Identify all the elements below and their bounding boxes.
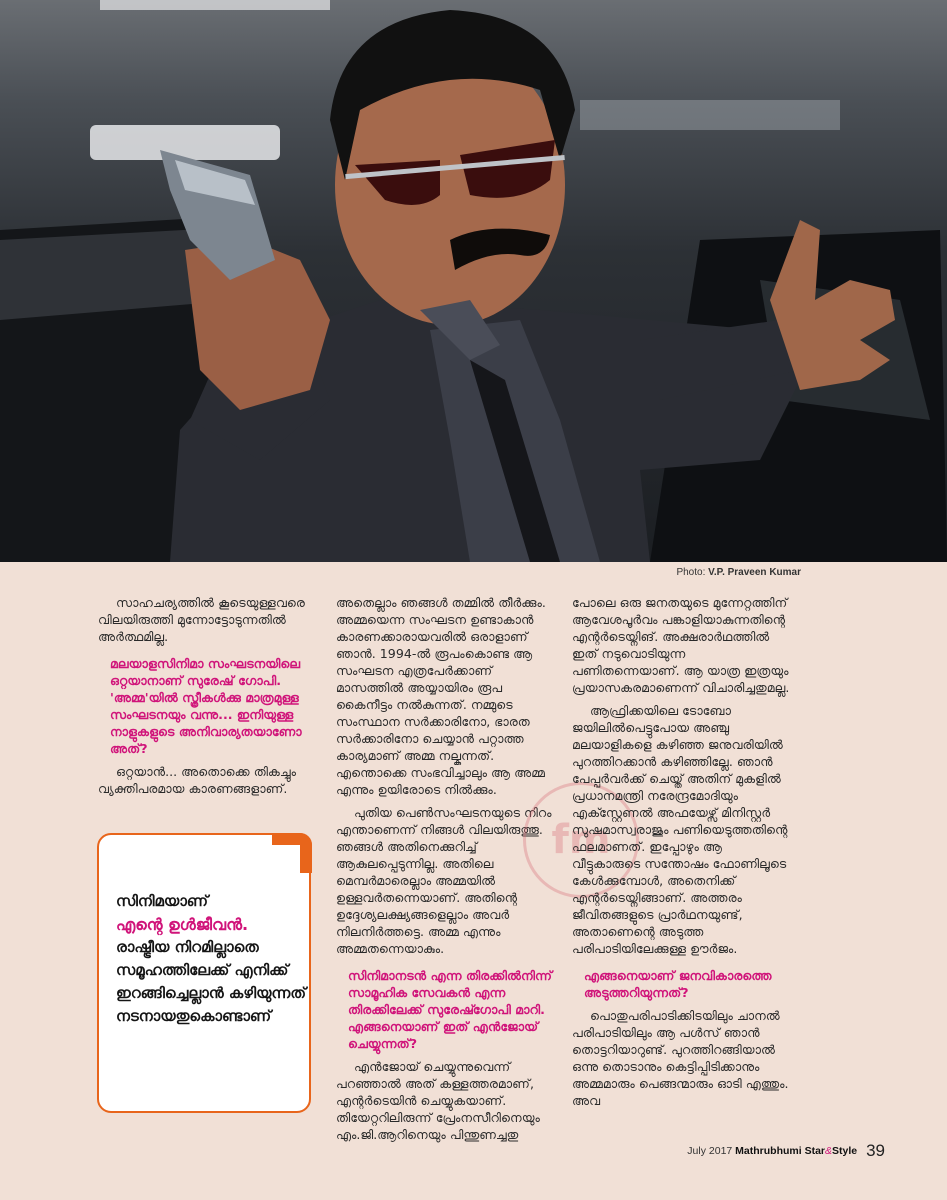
paragraph: പോലെ ഒരു ജനതയുടെ മുന്നേറ്റത്തിന് ആവേശപൂർവം പങ്കാളിയാകുന്നതിന്റെ എന്റർടെയ്നിങ്. അക്ഷരാർഥത്തിൽ ഇത് നടുവൊടിയുന്ന പണിതന്നെയാണ്. ആ യാത്ര ഇത്രയും പ്രയാസകരമാണെന്ന് വിചാരിച്ചതുമല്ല.	[572, 595, 790, 695]
question: സിനിമാനടൻ എന്ന തിരക്കിൽനിന്ന് സാമൂഹിക സേവകൻ എന്ന തിരക്കിലേക്ക് സുരേഷ്ഗോപി മാറി. എങ്ങനെയാണ് ഇത് എൻജോയ് ചെയ്യുന്നത്?	[348, 968, 552, 1051]
ampersand: &	[825, 1145, 833, 1157]
question: മലയാളസിനിമാ സംഘടനയിലെ ഒറ്റയാനാണ് സുരേഷ് ഗോപി. 'അമ്മ'യിൽ സ്ത്രീകൾക്കു മാത്രമുള്ള സംഘടനയും വന്നു... ഇനിയുള്ള നാളുകളുടെ അനിവാര്യതയാണോ അത്?	[110, 656, 302, 756]
quote-line: രാഷ്ട്രീയ നിറമില്ലാതെ സമൂഹത്തിലേക്ക് എനിക്ക് ഇറങ്ങിച്ചെല്ലാൻ കഴിയുന്നത് നടനായതുകൊണ്ടാണ്	[116, 938, 306, 1025]
column-3	[572, 594, 794, 1115]
paragraph: എൻജോയ് ചെയ്യുന്നുവെന്ന് പറഞ്ഞാൽ അത് കള്ളത്തരമാണ്, എന്റർടെയിൻ ചെയ്യുകയാണ്. തിയേറ്ററിലിരുന്ന് പ്രേംനസീറിനെയും എം.ജി.ആറിനെയും പിന്തുണച്ചതു	[336, 1059, 540, 1142]
magazine-section-style: Style	[832, 1145, 858, 1157]
actor-illustration	[0, 0, 947, 562]
hero-photo	[0, 0, 947, 562]
fm-watermark-logo: fm	[523, 782, 639, 898]
photo-credit: Photo: V.P. Praveen Kumar	[676, 567, 801, 578]
page-footer	[687, 1141, 885, 1161]
page-number: 39	[866, 1141, 885, 1160]
pull-quote	[116, 890, 306, 1028]
paragraph: പുതിയ പെൺസംഘടനയുടെ നിറം എന്താണെന്ന് നിങ്ങൾ വിലയിരുത്തൂ. ഞങ്ങൾ അതിനെക്കുറിച്ച് ആകുലപ്പെടുന്നില്ല. അതിലെ മെമ്പർമാരെല്ലാം അമ്മയിൽ ഉള്ളവർതന്നെയാണ്. അതിന്റെ ഉദ്ദേശ്യലക്ഷ്യങ്ങളെല്ലാം അവർ നിലനിർത്തട്ടെ. അമ്മ എന്നും അമ്മതന്നെയാകും.	[336, 805, 552, 956]
paragraph: സാഹചര്യത്തിൽ കൂടെയുള്ളവരെ വിലയിരുത്തി മുന്നോട്ടോടുന്നതിൽ അർത്ഥമില്ല.	[98, 595, 305, 644]
paragraph: പൊതുപരിപാടിക്കിടയിലും ചാനൽ പരിപാടിയിലും ആ പൾസ് ഞാൻ തൊട്ടറിയാറുണ്ട്. പുറത്തിറങ്ങിയാൽ ഒന്നു തൊടാനും കെട്ടിപ്പിടിക്കാനും അമ്മമാരും പെങ്ങന്മാരും ഓടി എത്തും. അവ	[572, 1008, 789, 1108]
column-2	[336, 594, 562, 1149]
issue-date: July 2017	[687, 1145, 733, 1157]
quote-line: സിനിമയാണ്	[116, 892, 209, 910]
question: എങ്ങനെയാണ് ജനവികാരത്തെ അടുത്തറിയുന്നത്?	[584, 968, 772, 1000]
column-1	[98, 594, 306, 803]
paragraph: അതെല്ലാം ഞങ്ങൾ തമ്മിൽ തീർക്കും. അമ്മയെന്ന സംഘടന ഉണ്ടാകാൻ കാരണക്കാരായവരിൽ ഒരാളാണ് ഞാൻ. 1994-ൽ രൂപംകൊണ്ട ആ സംഘടന എത്രപേർക്കാണ് മാസത്തിൽ അയ്യായിരം രൂപ കൈനീട്ടം നൽകുന്നത്. നമ്മുടെ സംസ്ഥാന സർക്കാരിനോ, ഭാരത സർക്കാരിനോ ചെയ്യാൻ പറ്റാത്ത കാര്യമാണ് അമ്മ നല്കുന്നത്. എന്തൊക്കെ സംഭവിച്ചാലും ആ അമ്മ എന്നും ഉയിരോടെ നിൽക്കും.	[336, 595, 546, 797]
quote-highlight: എന്റെ ഉൾജീവൻ.	[116, 915, 249, 934]
paragraph: ഒറ്റയാൻ... അതൊക്കെ തികച്ചും വ്യക്തിപരമായ കാരണങ്ങളാണ്.	[98, 764, 296, 796]
magazine-name: Mathrubhumi	[735, 1145, 802, 1157]
magazine-section: Star	[804, 1145, 826, 1157]
quote-corner-accent	[300, 833, 312, 873]
paragraph: ആഫ്രിക്കയിലെ ടോബോ ജയിലിൽപെട്ടുപോയ അഞ്ചു മലയാളികളെ കഴിഞ്ഞ ജനുവരിയിൽ പുറത്തിറക്കാൻ കഴിഞ്ഞില്ലേ. ഞാൻ പേപ്പർവർക്ക് ചെയ്ത് അതിന് മുകളിൽ പ്രധാനമന്ത്രി നരേന്ദ്രമോദിയും എക്സ്റ്റേണൽ അഫയേഴ്സ് മിനിസ്റ്റർ സുഷമാസ്വരാജും പണിയെടുത്തതിന്റെ ഫലമാണത്. ഇപ്പോഴും ആ വീട്ടുകാരുടെ സന്തോഷം ഫോണിലൂടെ കേൾക്കുമ്പോൾ, അതെനിക്ക് എന്റർടെയ്നിങ്ങാണ്. അത്തരം ജീവിതങ്ങളുടെ പ്രാർഥനയുണ്ട്, അതാണെന്റെ അടുത്ത പരിപാടിയിലേക്കുള്ള ഊർജം.	[572, 703, 788, 956]
